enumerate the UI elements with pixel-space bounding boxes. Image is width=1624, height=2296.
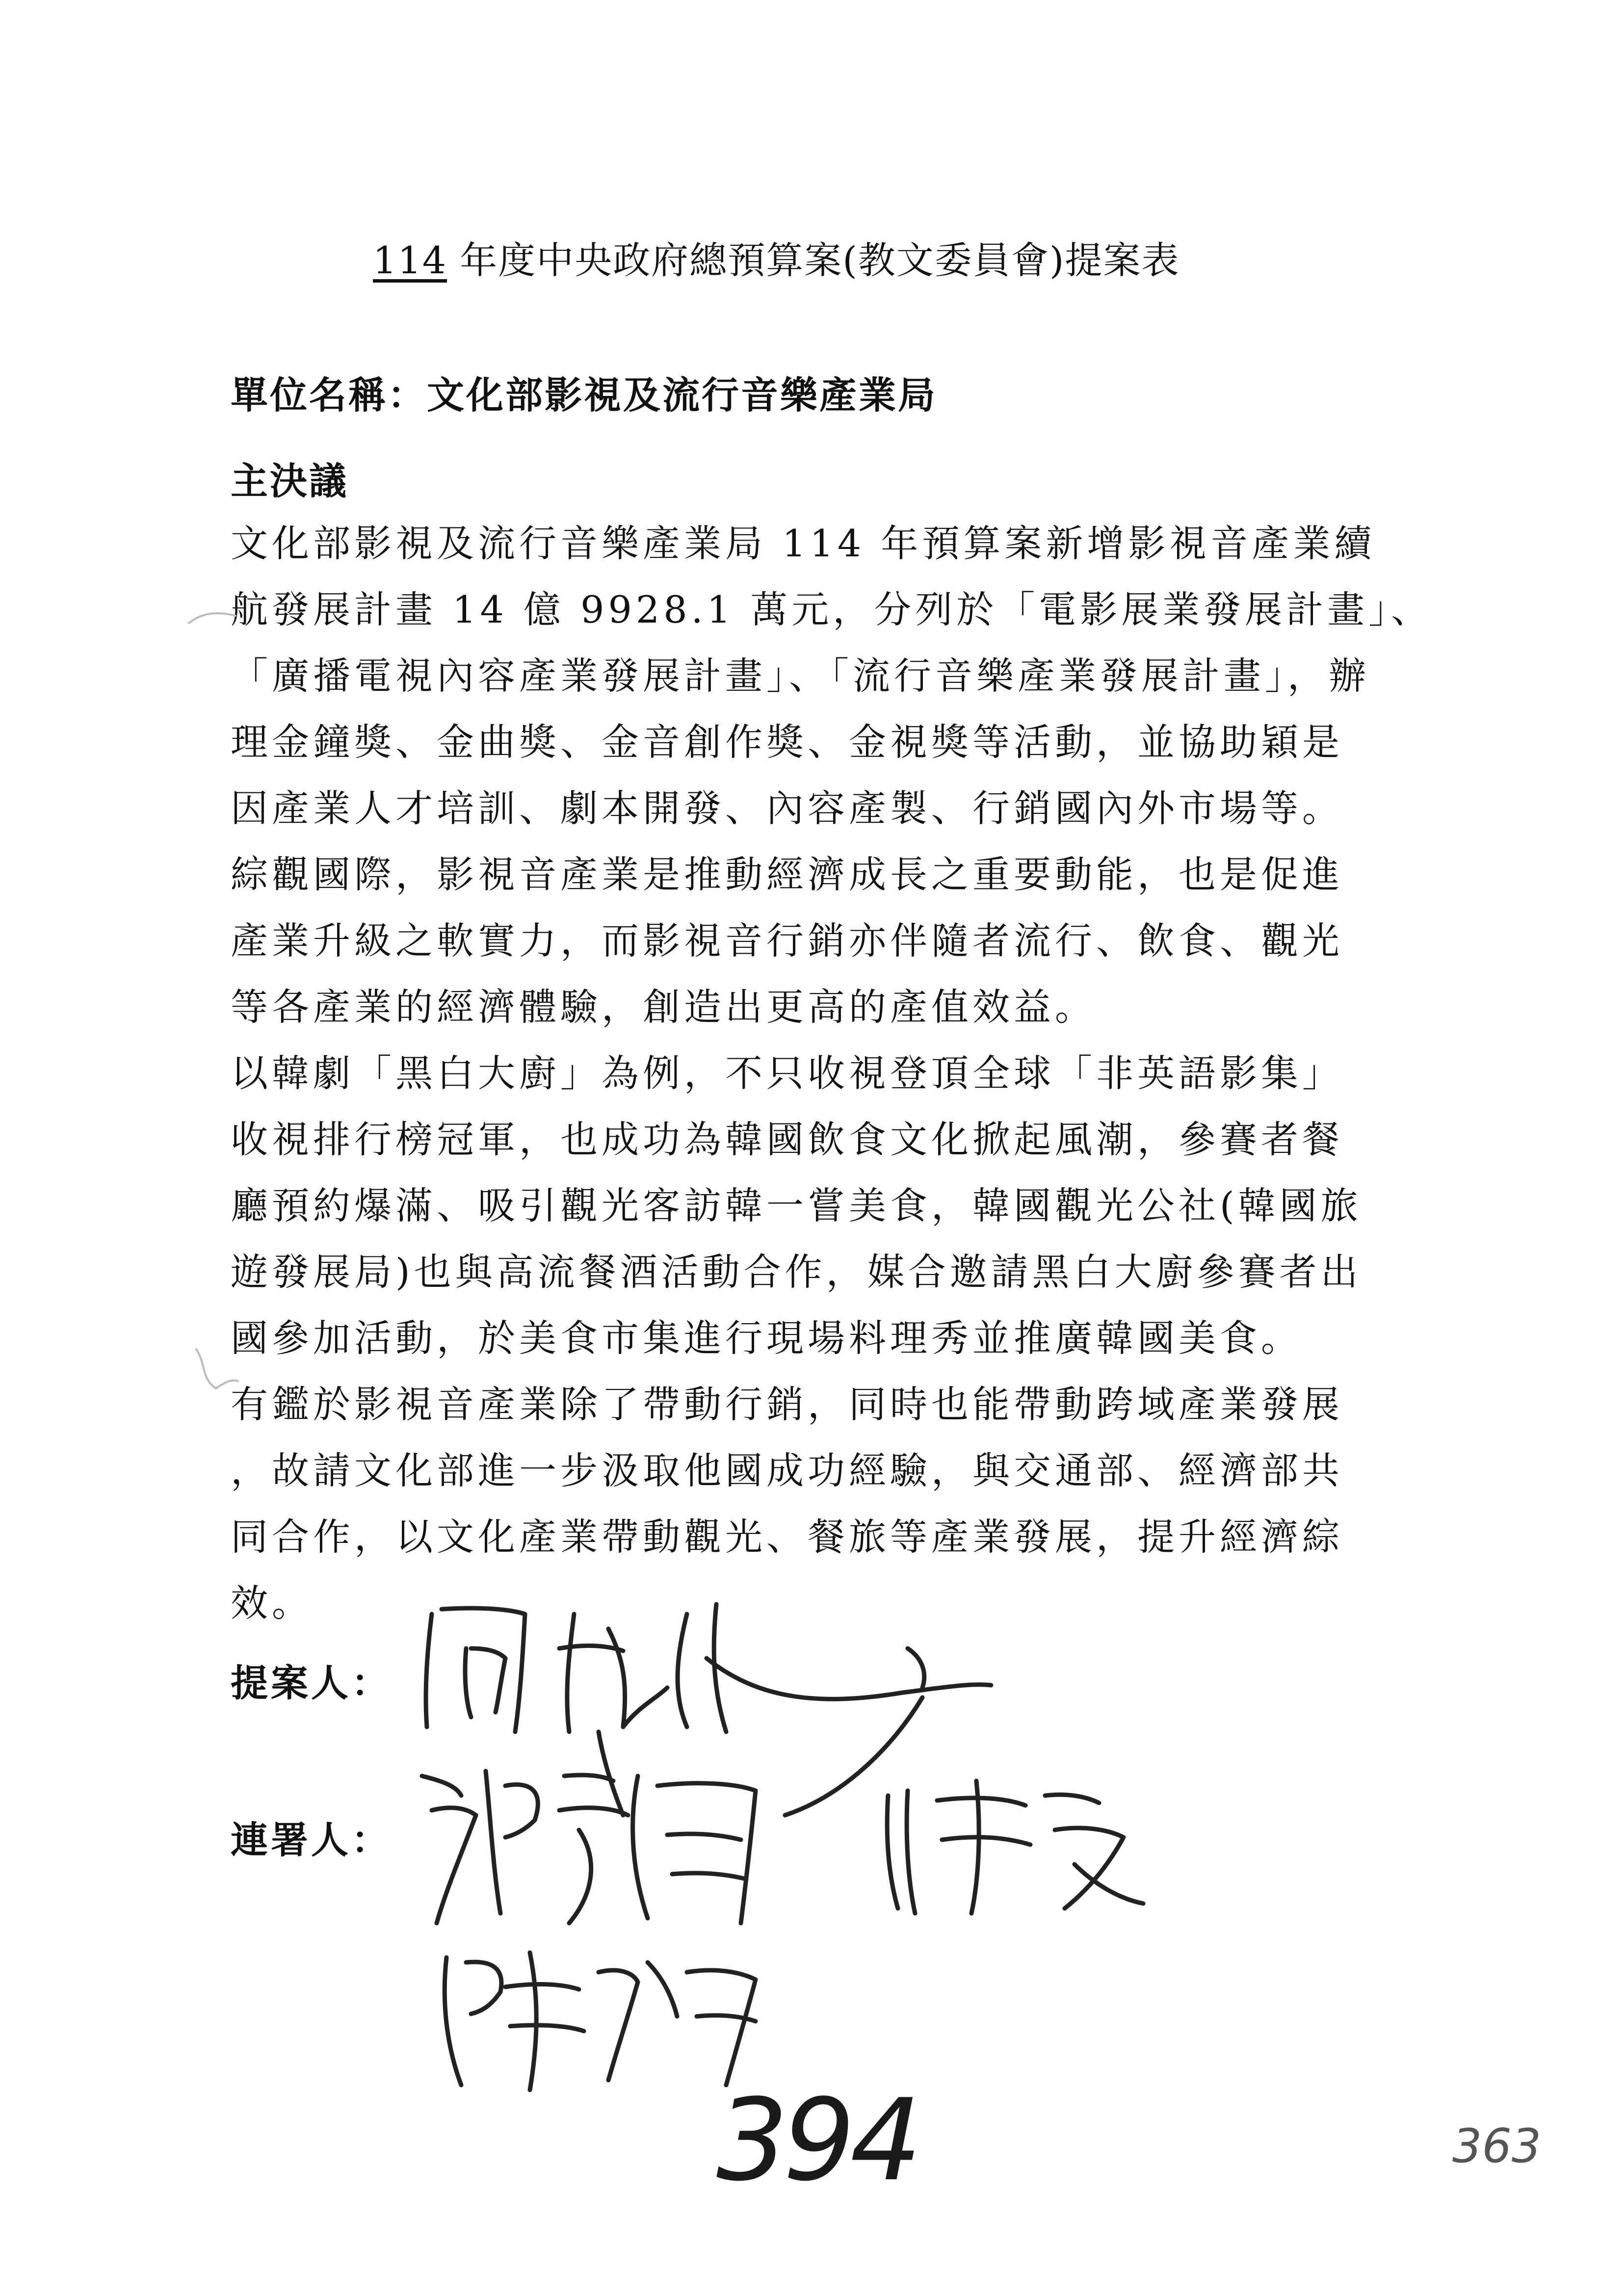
body-line: 因產業人才培訓、劇本開發、內容產製、行銷國內外市場等。 bbox=[231, 786, 1343, 830]
document-title bbox=[373, 231, 1305, 284]
body-line: 理金鐘獎、金曲獎、金音創作獎、金視獎等活動，並協助穎是 bbox=[231, 720, 1343, 764]
section-heading: 主決議 bbox=[231, 459, 348, 503]
body-line: 「廣播電視內容產業發展計畫」、「流行音樂產業發展計畫」，辦 bbox=[231, 654, 1370, 698]
cosigner-label: 連署人： bbox=[231, 1818, 392, 1862]
body-line: 同合作，以文化產業帶動觀光、餐旅等產業發展，提升經濟綜 bbox=[231, 1515, 1343, 1559]
body-line: 有鑑於影視音產業除了帶動行銷，同時也能帶動跨域產業發展 bbox=[231, 1383, 1343, 1426]
cosigner-signature-2 bbox=[878, 1766, 1153, 1923]
cosigner-signature-1 bbox=[402, 1747, 795, 1943]
body-line: 以韓劇「黑白大廚」為例，不只收視登頂全球「非英語影集」 bbox=[231, 1051, 1343, 1095]
body-line: 航發展計畫 14 億 9928.1 萬元，分列於「電影展業發展計畫」、 bbox=[231, 588, 1433, 631]
body-line: ，故請文化部進一步汲取他國成功經驗，與交通部、經濟部共 bbox=[231, 1449, 1343, 1492]
body-line: 產業升級之軟實力，而影視音行銷亦伴隨者流行、飲食、觀光 bbox=[231, 919, 1343, 963]
title-year: 114 bbox=[373, 238, 447, 282]
handwritten-page-number: 394 bbox=[716, 2075, 917, 2206]
body-line: 等各產業的經濟體驗，創造出更高的產值效益。 bbox=[231, 985, 1096, 1029]
unit-name-line: 單位名稱：文化部影視及流行音樂產業局 bbox=[231, 373, 937, 417]
body-line: 遊發展局)也與高流餐酒活動合作，媒合邀請黑白大廚參賽者出 bbox=[231, 1250, 1362, 1294]
proposer-label: 提案人： bbox=[231, 1661, 392, 1705]
title-text: 年度中央政府總預算案(教文委員會)提案表 bbox=[447, 238, 1180, 282]
margin-mark bbox=[186, 603, 240, 633]
resolution-body bbox=[231, 510, 1438, 1636]
body-line: 收視排行榜冠軍，也成功為韓國飲食文化掀起風潮，參賽者餐 bbox=[231, 1118, 1343, 1161]
corner-page-number: 363 bbox=[1452, 2119, 1542, 2173]
body-line: 文化部影視及流行音樂產業局 114 年預算案新增影視音產業續 bbox=[231, 522, 1376, 565]
body-line: 綜觀國際，影視音產業是推動經濟成長之重要動能，也是促進 bbox=[231, 853, 1343, 896]
body-line: 廳預約爆滿、吸引觀光客訪韓一嘗美食，韓國觀光公社(韓國旅 bbox=[231, 1184, 1362, 1227]
body-line: 國參加活動，於美食市集進行現場料理秀並推廣韓國美食。 bbox=[231, 1316, 1302, 1360]
margin-mark bbox=[186, 1344, 240, 1393]
body-line: 效。 bbox=[231, 1581, 313, 1625]
